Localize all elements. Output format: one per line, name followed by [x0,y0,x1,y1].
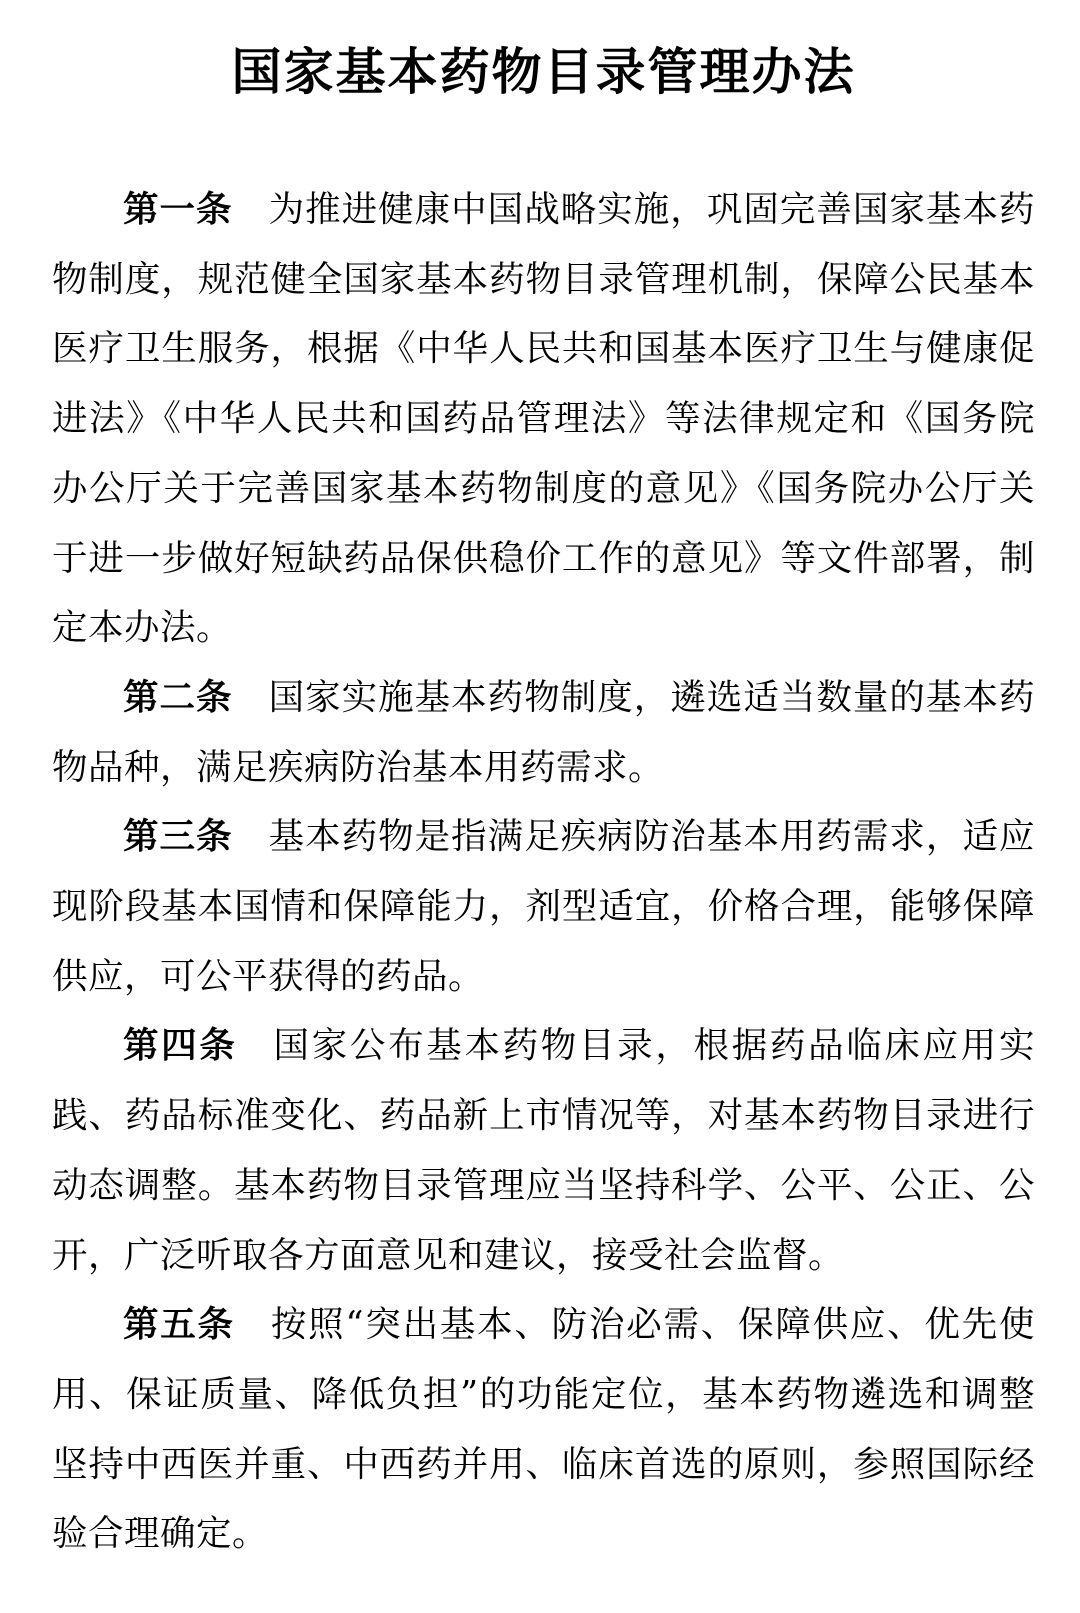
article-number: 第三条 [123,816,233,858]
article-number: 第二条 [123,676,233,718]
document-title: 国家基本药物目录管理办法 [231,43,856,101]
article-text: 按照“突出基本、防治必需、保障供应、优先使用、保证质量、降低负担”的功能定位，基本药物遴选和调整坚持中西医并重、中西药并用、临床首选的原则，参照国际经验合理确定。 [52,1304,1035,1555]
article-number: 第一条 [123,189,233,230]
article-number: 第五条 [123,1304,235,1346]
article-5 [52,1290,1035,1569]
article-text: 国家实施基本药物制度，遴选适当数量的基本药物品种，满足疾病防治基本用药需求。 [52,676,1035,788]
article-4 [52,1011,1035,1290]
article-list [52,175,1035,1569]
article-text: 基本药物是指满足疾病防治基本用药需求，适应现阶段基本国情和保障能力，剂型适宜，价格合理，能够保障供应，可公平获得的药品。 [52,816,1035,997]
article-1 [52,175,1035,663]
article-2 [52,663,1035,802]
article-text: 为推进健康中国战略实施，巩固完善国家基本药物制度，规范健全国家基本药物目录管理机制，保障公民基本医疗卫生服务，根据《中华人民共和国基本医疗卫生与健康促进法》《中华人民共和国药品管理法》等法律规定和《国务院办公厅关于完善国家基本药物制度的意见》《国务院办公厅关于进一步做好短缺药品保供稳价工作的意见》等文件部署，制定本办法。 [52,189,1035,649]
article-number: 第四条 [123,1025,238,1067]
article-3 [52,802,1035,1011]
article-text: 国家公布基本药物目录，根据药品临床应用实践、药品标准变化、药品新上市情况等，对基本药物目录进行动态调整。基本药物目录管理应当坚持科学、公平、公正、公开，广泛听取各方面意见和建议，接受社会监督。 [52,1025,1035,1276]
